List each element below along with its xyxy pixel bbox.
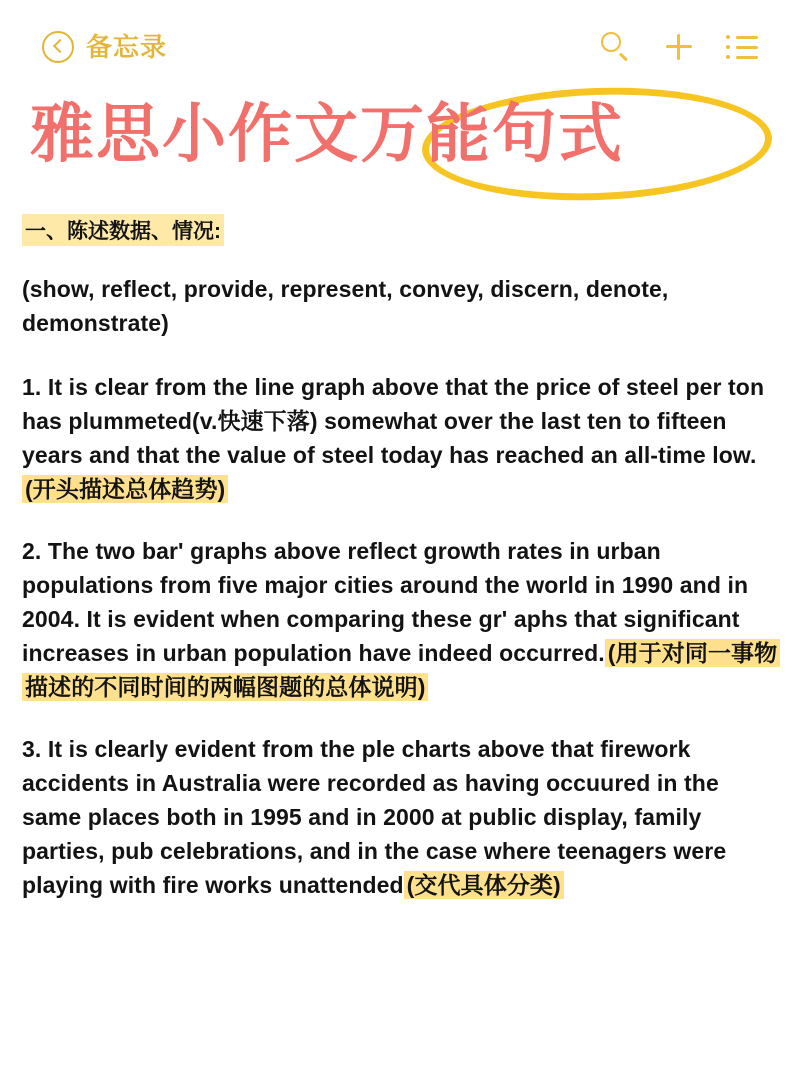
note-body: [0, 188, 800, 902]
list-dot: [726, 35, 730, 39]
list-bar: [736, 56, 758, 59]
section-title-wrap: [22, 214, 778, 272]
note-item-2: [22, 534, 778, 704]
note-headline-area: [0, 84, 800, 188]
list-icon-row: [726, 55, 760, 59]
plus-icon[interactable]: [662, 30, 696, 64]
note-item-3-highlight: (交代具体分类): [404, 871, 564, 899]
note-item-1-text: 1. It is clear from the line graph above that the price of steel per ton has plummeted(v.快速下落) somewhat over the last ten to fifteen years and that the value of steel today has reached an all-time low.: [22, 374, 765, 468]
note-item-1: [22, 370, 778, 506]
list-icon-row: [726, 35, 760, 39]
note-item-1-highlight: (开头描述总体趋势): [22, 475, 228, 503]
app-header: [0, 0, 800, 62]
verb-list-paragraph: (show, reflect, provide, represent, convey, discern, denote, demonstrate): [22, 276, 669, 336]
search-icon[interactable]: [598, 30, 632, 64]
note-item-3: [22, 732, 778, 902]
list-icon[interactable]: [726, 30, 760, 64]
headline-plain-part: 雅思小作文: [30, 98, 360, 170]
note-item-3-text: 3. It is clearly evident from the ple charts above that firework accidents in Australia were recorded as having occuured in the same places both in 1995 and in 2000 at public display, family parties, pub celebrations, and in the case where teenagers were playing with fire works unattended: [22, 736, 727, 898]
list-dot: [726, 45, 730, 49]
note-item-2-text: 2. The two bar' graphs above reflect growth rates in urban populations from five major cities around the world in 1990 and in 2004. It is evident when comparing these gr' aphs that significant increases in urban population have indeed occurred.: [22, 538, 749, 666]
note-item-2-highlight: (用于对同一事物描述的不同时间的两幅图题的总体说明): [22, 639, 780, 701]
note-headline: [30, 84, 770, 184]
list-bar: [736, 36, 758, 39]
header-actions: [598, 30, 766, 64]
header-left-group: [42, 31, 167, 63]
page-title: 备忘录: [86, 32, 168, 62]
list-bar: [736, 46, 758, 49]
section-title: 一、陈述数据、情况:: [22, 214, 224, 246]
back-circle-icon[interactable]: [42, 31, 74, 63]
headline-circled-part: 万能句式: [360, 98, 624, 170]
list-dot: [726, 55, 730, 59]
list-icon-row: [726, 45, 760, 49]
